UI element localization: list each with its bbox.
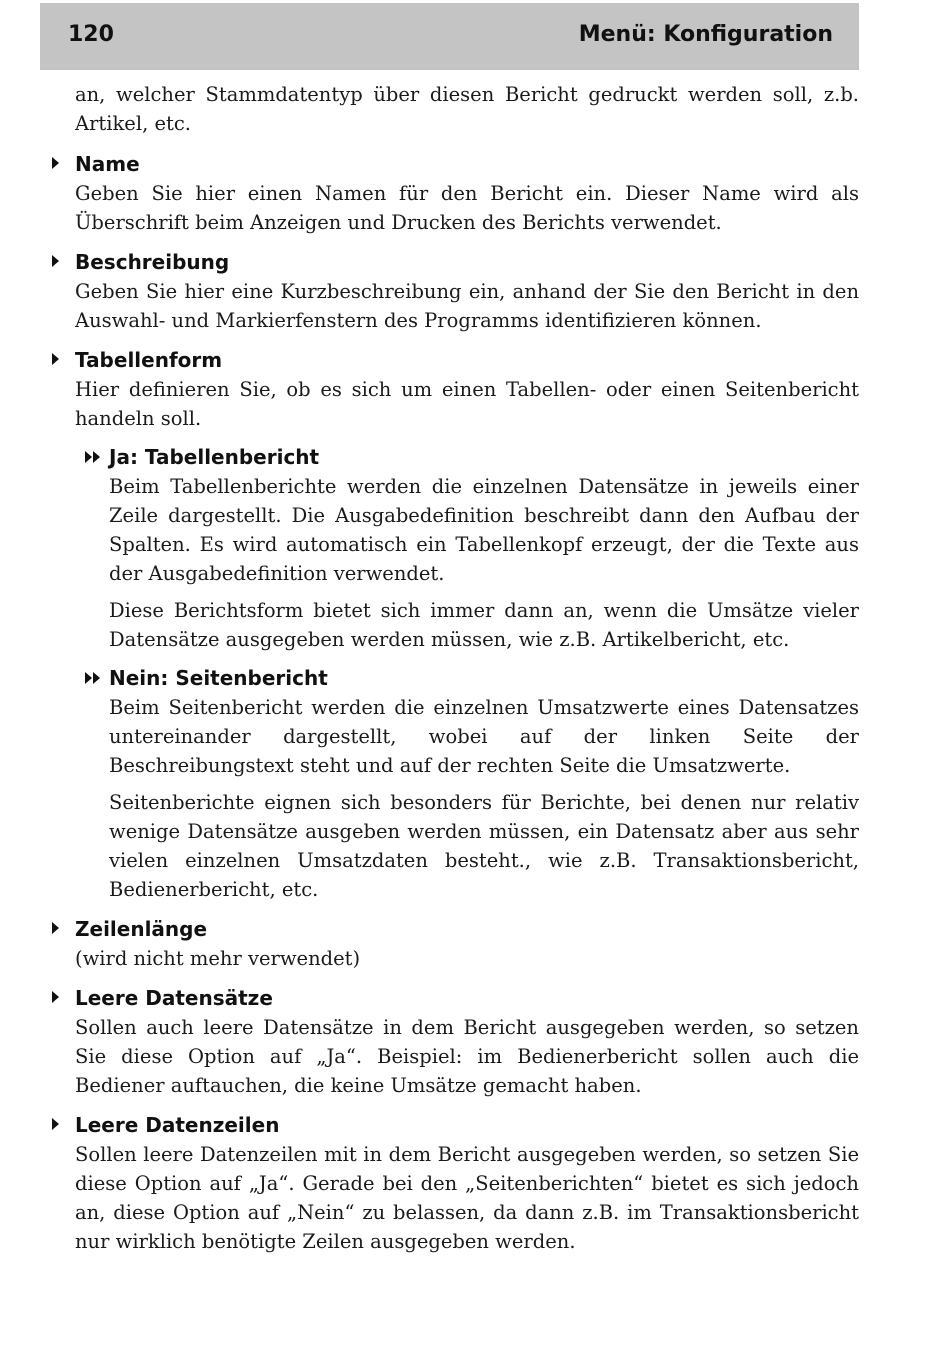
chapter-title: Menü: Konfiguration <box>578 22 833 47</box>
page-content <box>75 80 859 1267</box>
section-leere-datenzeilen <box>75 1111 859 1256</box>
page-number: 120 <box>68 22 114 47</box>
subsection-text: Seitenberichte eignen sich besonders für Berichte, bei denen nur relativ wenige Datensätze ausgeben werden müssen, ein Datensatz aber aus sehr vielen einzelnen Umsatzdaten besteht., wie z.B. Transaktionsbericht, Bedienerbericht, etc. <box>109 791 859 901</box>
subsection-heading: Nein: Seitenbericht <box>109 666 328 690</box>
triangle-bullet-icon <box>52 157 59 169</box>
section-heading: Tabellenform <box>75 348 223 372</box>
section-text: Sollen auch leere Datensätze in dem Bericht ausgegeben werden, so setzen Sie diese Option auf „Ja“. Beispiel: im Bedienerbericht sollen auch die Bediener auftauchen, die keine Umsätze gemacht haben. <box>75 1016 859 1097</box>
triangle-bullet-icon <box>52 922 59 934</box>
section-beschreibung <box>75 248 859 335</box>
section-name <box>75 150 859 237</box>
subsection-tabellenbericht <box>109 443 859 654</box>
section-text: Sollen leere Datenzeilen mit in dem Bericht ausgegeben werden, so setzen Sie diese Option auf „Ja“. Gerade bei den „Seitenberichten“ bietet es sich jedoch an, diese Option auf „Nein“ zu belassen, da dann z.B. im Transaktionsbericht nur wirklich benötigte Zeilen ausgegeben werden. <box>75 1143 859 1253</box>
section-text: Geben Sie hier eine Kurzbeschreibung ein, anhand der Sie den Bericht in den Auswahl- und Markierfenstern des Programms identifizieren können. <box>75 280 859 332</box>
subsection-heading: Ja: Tabellenbericht <box>109 445 320 469</box>
triangle-bullet-icon <box>52 1118 59 1130</box>
section-leere-datensaetze <box>75 984 859 1100</box>
section-text: Geben Sie hier einen Namen für den Bericht ein. Dieser Name wird als Überschrift beim Anzeigen und Drucken des Berichts verwendet. <box>75 182 859 234</box>
section-heading: Leere Datensätze <box>75 986 273 1010</box>
triangle-bullet-icon <box>52 255 59 267</box>
section-tabellenform <box>75 346 859 904</box>
subsection-text: Beim Seitenbericht werden die einzelnen Umsatzwerte eines Datensatzes untereinander dargestellt, wobei auf der linken Seite der Beschreibungstext steht und auf der rechten Seite die Umsatzwerte. <box>109 696 859 777</box>
subsection-text: Diese Berichtsform bietet sich immer dann an, wenn die Umsätze vieler Datensätze ausgegeben werden müssen, wie z.B. Artikelbericht, etc. <box>109 599 859 651</box>
section-heading: Beschreibung <box>75 250 230 274</box>
section-zeilenlaenge <box>75 915 859 973</box>
triangle-bullet-icon <box>52 991 59 1003</box>
double-triangle-bullet-icon <box>85 671 105 685</box>
subsection-seitenbericht <box>109 664 859 904</box>
section-text: Hier definieren Sie, ob es sich um einen Tabellen- oder einen Seitenbericht handeln soll. <box>75 378 859 430</box>
section-heading: Leere Datenzeilen <box>75 1113 280 1137</box>
double-triangle-bullet-icon <box>85 450 105 464</box>
page-header <box>40 3 859 70</box>
triangle-bullet-icon <box>52 353 59 365</box>
subsection-text: Beim Tabellenberichte werden die einzelnen Datensätze in jeweils einer Zeile dargestellt. Die Ausgabedefinition beschreibt dann den Aufbau der Spalten. Es wird automatisch ein Tabellenkopf erzeugt, der die Texte aus der Ausgabedefinition verwendet. <box>109 475 859 585</box>
section-heading: Zeilenlänge <box>75 917 208 941</box>
section-text: (wird nicht mehr verwendet) <box>75 947 361 970</box>
intro-paragraph: an, welcher Stammdatentyp über diesen Bericht gedruckt werden soll, z.b. Artikel, etc. <box>75 83 859 135</box>
section-heading: Name <box>75 152 140 176</box>
